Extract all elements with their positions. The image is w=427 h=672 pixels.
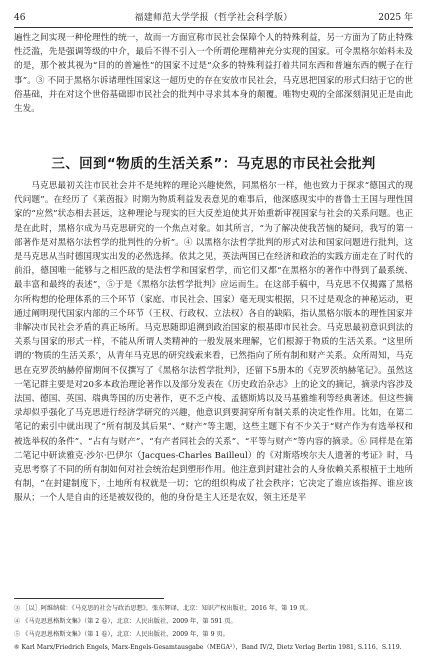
footnotes (14, 602, 413, 654)
page-number: 46 (14, 13, 26, 23)
footnote-rule (14, 598, 164, 599)
section-heading: 三、回到“物质的生活关系”：马克思的市民社会批判 (51, 156, 376, 172)
issue-year: 2025 年 (378, 13, 413, 23)
body-paragraph-1: 遍性之间实现一种伦理性的统一，故而一方面宣称市民社会保障个人的特殊利益，另一方面为了防止特殊性泛滥，先是强调等级的中介，最后不得不引入一个所谓伦理精神充分实现的国家。可令黑格尔始料未及的是，那个被其视为“目的的普遍性”的国家不过是“众多的特殊利益打着共同东西和普遍东西的幌子在行事”。③ 不同于黑格尔诉诸理性国家这一超历史的存在安放市民社会，马克思把国家的形式归结于它的世俗基础，并在对这个世俗基础即市民社会的批判中寻求其本身的颠覆。唯物史观的全部深刻洞见正是由此生发。 (14, 33, 413, 115)
journal-title: 福建师范大学学报（哲学社会科学版） (134, 13, 293, 23)
body-paragraph-2: 马克思最初关注市民社会并不是纯粹的理论兴趣使然，同黑格尔一样，他也致力于探求“德国式的现代问题”。在经历了《莱茵报》时期为物质利益发表意见的难事后，他深感现实中的普鲁士王国与理性国家的“应然”状态相去甚远，这种理论与现实的巨大反差迫使其开始重新审视国家与社会的关系问题。也正是在此时，黑格尔成为马克思研究的一个焦点对象。如其所言，“为了解决使我苦恼的疑问，我写的第一部著作是对黑格尔法哲学的批判性的分析”。④ 以黑格尔法哲学批判的形式对法和国家问题进行批判，这是马克思从当时德国现实出发的必然选择。依其之见，英法两国已在经济和政治的实践方面走在了时代的前沿，德国唯一能够与之相匹敌的是法哲学和国家哲学，而它们又都“在黑格尔的著作中得到了最系统、最丰富和最终的表述”，⑤于是《黑格尔法哲学批判》应运而生。在这部手稿中，马克思不仅揭露了黑格尔所构想的伦理体系的三个环节（家庭、市民社会、国家）毫无现实根据，只不过是观念的神秘运动，更通过阐明现代国家内部的三个环节（王权、行政权、立法权）各自的缺陷，指认黑格尔版本的理性国家并非解决市民社会矛盾的真正场所。马克思随即追溯到政治国家的根基即市民社会。马克思最初意识到法的关系与国家的形式一样，不能从所谓人类精神的一般发展来理解，它们根源于物质的生活关系。“这里所谓的‘物质的生活关系’，从青年马克思的研究线索来看，已然指向了所有制和财产关系。众所周知，马克思在克罗茨纳赫停留期间不仅撰写了《黑格尔法哲学批判》，还留下5册本的《克罗茨纳赫笔记》。虽然这一笔记群主要是对20多本政治理论著作以及部分发表在《历史政治杂志》上的论文的摘记，摘录内容涉及法国、德国、英国、瑞典等国的历史著作，更不乏卢梭、孟德斯鸠以及马基雅维利等经典著述。但这些摘录却似乎强化了马克思进行经济学研究的兴趣，他意识到要洞穿所有制关系的决定性作用。比如，在第二笔记的索引中就出现了“所有制及其后果”、“财产”等主题，这些主题下有不少关于“财产作为有选举权和被选举权的条件”、“占有与财产”、“有产者同社会的关系”、“平等与财产”等内容的摘录。⑥ 同样是在第二笔记中研读雅克·沙尔·巴伊尔（Jacques-Charles Bailleul）的《对斯塔埃尔夫人遗著的考证》时，马克思考察了不同的所有制如何对社会统治起到塑形作用。他注意到封建社会的人身依赖关系根植于土地所有制，“在封建制度下，土地所有权就是一切；它的组织构成了社会秩序；它决定了谁应该指挥、谁应该服从；一个人是自由的还是被奴役的，他的身份是主人还是农奴，领主还是平 (14, 181, 413, 504)
header-rule (14, 27, 413, 28)
footnote-5: ⑤ 《马克思恩格斯文集》（第 1 卷），北京：人民出版社，2009 年，第 9 页。 (14, 631, 229, 638)
footnote-6: ⑥ Karl Marx/Friedrich Engels, Marx-Engels-Gesamtausgabe（MEGA²），Band IV/2, Dietz Verlag Berlin 1981, S.116、S.119. (14, 644, 402, 651)
running-header (14, 10, 413, 26)
footnote-3: ③ ［以］阿维纳瑞：《马克思的社会与政治思想》，张东辉译，北京：知识产权出版社，2016 年，第 19 页。 (14, 605, 312, 612)
footnote-4: ④ 《马克思恩格斯文集》（第 2 卷），北京：人民出版社，2009 年，第 591 页。 (14, 618, 237, 625)
